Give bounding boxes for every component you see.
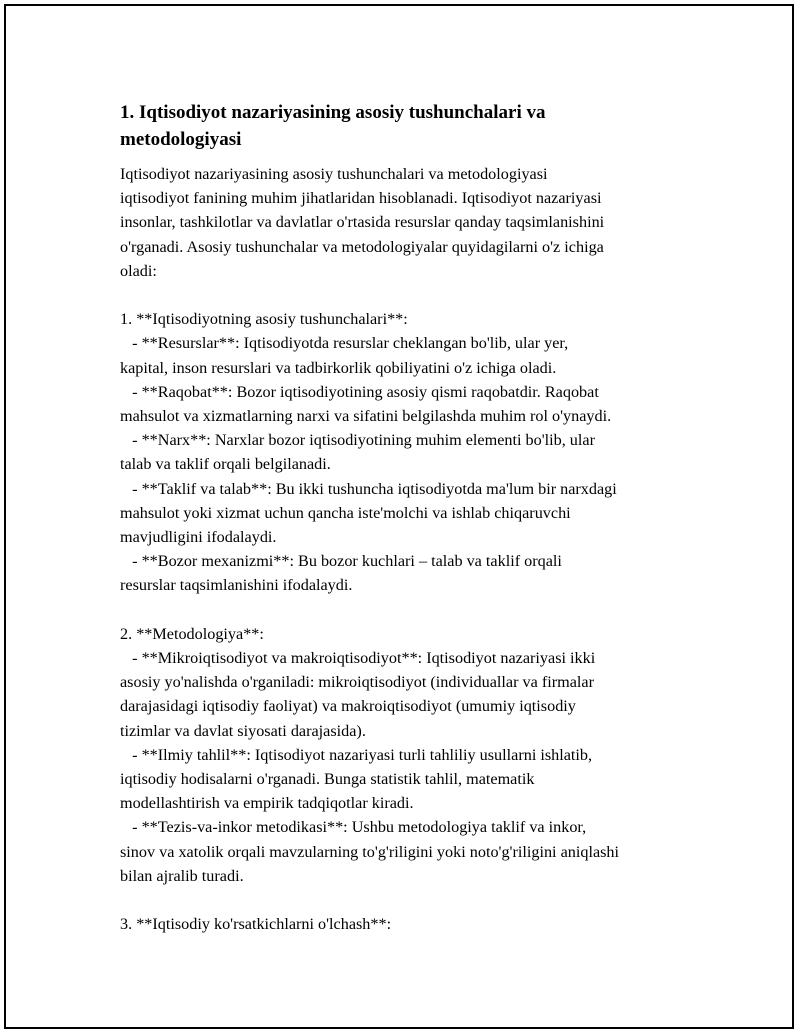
document-page [4, 4, 794, 1029]
document-content [120, 99, 700, 937]
document-title: 1. Iqtisodiyot nazariyasining asosiy tushunchalari va metodologiyasi [120, 102, 546, 150]
document-body: Iqtisodiyot nazariyasining asosiy tushunchalari va metodologiyasi iqtisodiyot fanining muhim jihatlaridan hisoblanadi. Iqtisodiyot nazariyasi insonlar, tashkilotlar va davlatlar o'rtasida resurslar qanday taqsimlanishini o'rganadi. Asosiy tushunchalar va metodologiyalar quyidagilarni o'z ichiga oladi: 1. **Iqtisodiyotning asosiy tushunchalari**: - **Resurslar**: Iqtisodiyotda resurslar cheklangan bo'lib, ular yer, kapital, inson resurslari va tadbirkorlik qobiliyatini o'z ichiga oladi. - **Raqobat**: Bozor iqtisodiyotining asosiy qismi raqobatdir. Raqobat mahsulot va xizmatlarning narxi va sifatini belgilashda muhim rol o'ynaydi. - **Narx**: Narxlar bozor iqtisodiyotining muhim elementi bo'lib, ular talab va taklif orqali belgilanadi. - **Taklif va talab**: Bu ikki tushuncha iqtisodiyotda ma'lum bir narxdagi mahsulot yoki xizmat uchun qancha iste'molchi va ishlab chiqaruvchi mavjudligini ifodalaydi. - **Bozor mexanizmi**: Bu bozor kuchlari – talab va taklif orqali resurslar taqsimlanishini ifodalaydi. 2. **Metodologiya**: - **Mikroiqtisodiyot va makroiqtisodiyot**: Iqtisodiyot nazariyasi ikki asosiy yo'nalishda o'rganiladi: mikroiqtisodiyot (individuallar va firmalar darajasidagi iqtisodiy faoliyat) va makroiqtisodiyot (umumiy iqtisodiy tizimlar va davlat siyosati darajasida). - **Ilmiy tahlil**: Iqtisodiyot nazariyasi turli tahliliy usullarni ishlatib, iqtisodiy hodisalarni o'rganadi. Bunga statistik tahlil, matematik modellashtirish va empirik tadqiqotlar kiradi. - **Tezis-va-inkor metodikasi**: Ushbu metodologiya taklif va inkor, sinov va xatolik orqali mavzularning to'g'riligini yoki noto'g'riligini aniqlashi bilan ajralib turadi. 3. **Iqtisodiy ko'rsatkichlarni o'lchash**: [120, 165, 620, 934]
